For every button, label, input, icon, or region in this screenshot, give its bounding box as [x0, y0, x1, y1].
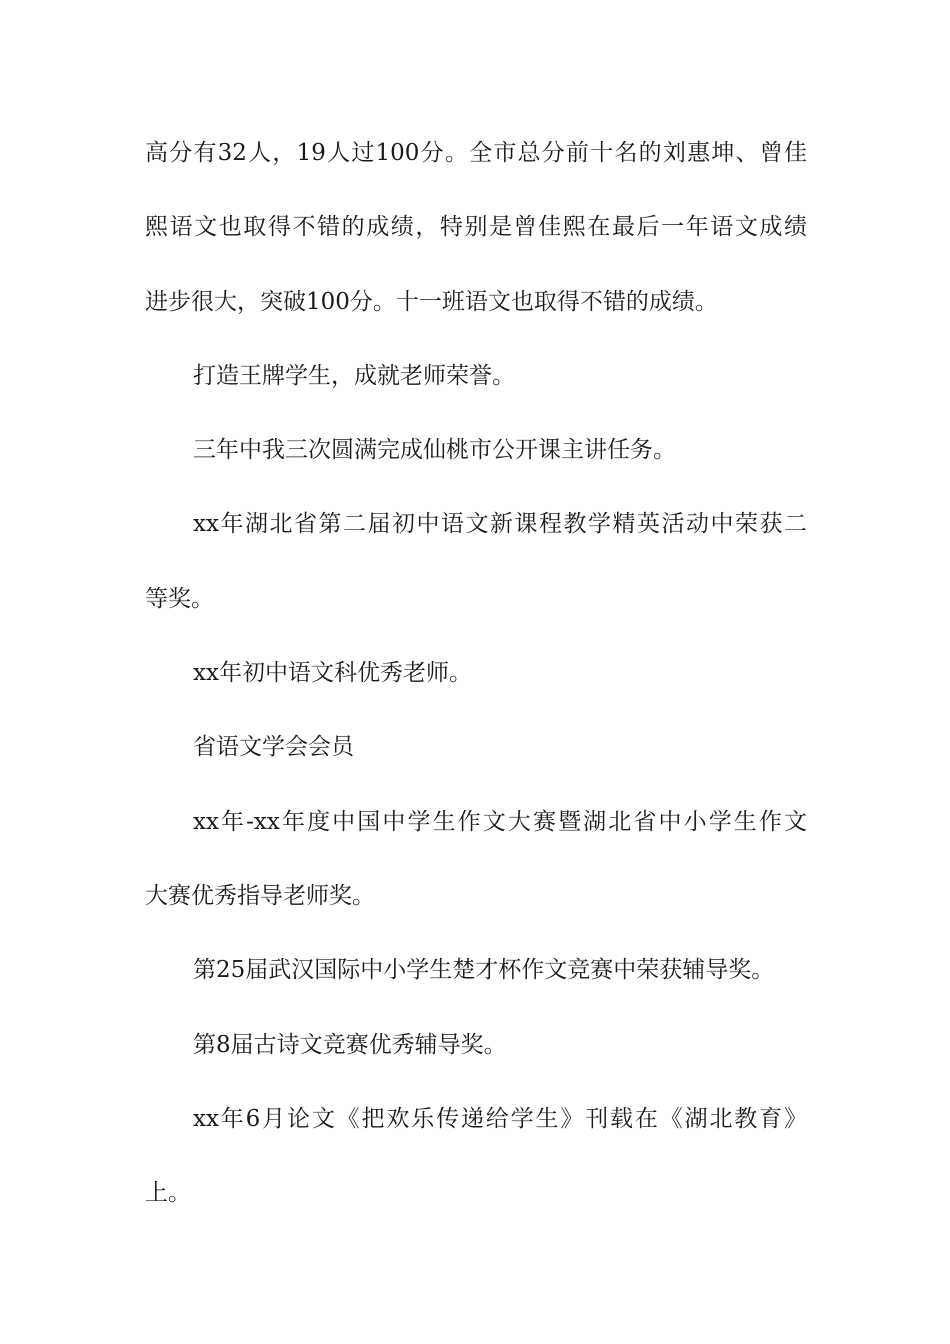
text-line: xx年6月论文《把欢乐传递给学生》刊载在《湖北教育》 [193, 1105, 807, 1132]
text-line: 高分有32人，19人过100分。全市总分前十名的刘惠坤、曾佳 [145, 140, 807, 166]
text-line: 第25届武汉国际中小学生楚才杯作文竞赛中荣获辅导奖。 [193, 957, 775, 984]
text-line: 第8届古诗文竞赛优秀辅导奖。 [193, 1031, 507, 1058]
text-line: 等奖。 [145, 585, 214, 612]
text-line: 三年中我三次圆满完成仙桃市公开课主讲任务。 [193, 437, 676, 464]
text-line: 上。 [145, 1180, 191, 1207]
text-line: 大赛优秀指导老师奖。 [145, 882, 375, 909]
text-line: xx年初中语文科优秀老师。 [193, 660, 472, 687]
text-line: xx年-xx年度中国中学生作文大赛暨湖北省中小学生作文 [193, 808, 807, 835]
text-line: xx年湖北省第二届初中语文新课程教学精英活动中荣获二 [193, 511, 807, 538]
text-line: 省语文学会会员 [193, 734, 354, 761]
text-line: 打造王牌学生，成就老师荣誉。 [193, 362, 515, 389]
text-line: 进步很大，突破100分。十一班语文也取得不错的成绩。 [145, 288, 718, 315]
text-line: 熙语文也取得不错的成绩，特别是曾佳熙在最后一年语文成绩 [145, 214, 807, 241]
document-body [145, 128, 807, 1242]
